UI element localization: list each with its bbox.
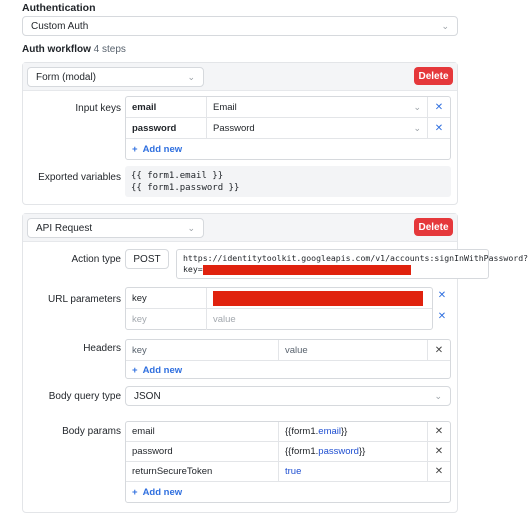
add-new-button[interactable] bbox=[126, 482, 182, 502]
param-key-cell[interactable]: key bbox=[126, 288, 207, 308]
body-key-cell[interactable]: email bbox=[126, 422, 279, 441]
body-params-table bbox=[125, 421, 451, 503]
redacted-api-key bbox=[203, 265, 411, 275]
exported-variables-label: Exported variables bbox=[38, 172, 121, 183]
table-row bbox=[126, 97, 450, 118]
template-reference: true bbox=[285, 466, 302, 477]
headers-table bbox=[125, 339, 451, 379]
add-row bbox=[126, 482, 450, 502]
table-row bbox=[126, 422, 450, 442]
table-row bbox=[126, 340, 450, 361]
url-line bbox=[183, 264, 482, 275]
add-row bbox=[126, 361, 450, 379]
template-reference: email bbox=[318, 426, 341, 437]
step-type-select[interactable] bbox=[27, 218, 204, 238]
body-key-cell[interactable]: password bbox=[126, 442, 279, 461]
redacted-param-value bbox=[213, 291, 423, 306]
delete-step-button[interactable]: Delete bbox=[414, 67, 453, 85]
close-icon[interactable]: ✕ bbox=[437, 290, 447, 301]
add-row bbox=[126, 139, 450, 159]
input-value: Password bbox=[213, 122, 255, 134]
input-keys-table bbox=[125, 96, 451, 160]
add-new-button[interactable] bbox=[126, 139, 182, 159]
table-row bbox=[126, 462, 450, 482]
exported-variable: {{ form1.password }} bbox=[131, 183, 240, 193]
workflow-step-form bbox=[22, 62, 458, 205]
header-value-placeholder[interactable]: value bbox=[279, 340, 428, 360]
template-prefix: {{form1. bbox=[285, 446, 319, 457]
plus-icon: + bbox=[132, 486, 138, 498]
body-query-type-label: Body query type bbox=[48, 391, 121, 402]
close-icon[interactable]: ✕ bbox=[434, 101, 444, 113]
input-key-cell[interactable]: password bbox=[126, 118, 207, 138]
close-icon[interactable]: ✕ bbox=[434, 446, 444, 457]
auth-workflow-title: Auth workflow bbox=[22, 44, 91, 55]
body-query-type-value: JSON bbox=[134, 390, 161, 402]
input-keys-label: Input keys bbox=[75, 103, 121, 114]
template-reference: password bbox=[318, 446, 359, 457]
close-icon[interactable]: ✕ bbox=[437, 311, 447, 322]
exported-variables-box bbox=[125, 166, 451, 197]
http-method-select[interactable]: POST bbox=[125, 249, 169, 269]
add-new-label: Add new bbox=[142, 364, 183, 376]
url-key-prefix: key= bbox=[183, 264, 203, 274]
headers-label: Headers bbox=[83, 343, 121, 354]
table-row bbox=[126, 442, 450, 462]
input-value-select[interactable] bbox=[207, 118, 428, 138]
step-type-value: API Request bbox=[36, 222, 93, 234]
authentication-title: Authentication bbox=[22, 2, 96, 14]
step-type-value: Form (modal) bbox=[36, 71, 97, 83]
chevron-down-icon: ⌄ bbox=[434, 390, 442, 401]
url-line: https://identitytoolkit.googleapis.com/v1/accounts:signInWithPassword? bbox=[183, 253, 528, 263]
add-new-label: Add new bbox=[142, 486, 183, 498]
auth-workflow-count: 4 steps bbox=[93, 44, 126, 55]
auth-workflow-label bbox=[22, 44, 126, 55]
input-key-cell[interactable]: email bbox=[126, 97, 207, 117]
close-icon[interactable]: ✕ bbox=[434, 466, 444, 477]
url-input[interactable] bbox=[176, 249, 528, 279]
template-suffix: }} bbox=[340, 426, 348, 437]
body-key-cell[interactable]: returnSecureToken bbox=[126, 462, 279, 481]
chevron-down-icon: ⌄ bbox=[413, 101, 421, 112]
chevron-down-icon: ⌄ bbox=[413, 122, 421, 133]
close-icon[interactable]: ✕ bbox=[434, 344, 444, 356]
template-suffix: }} bbox=[358, 446, 366, 457]
url-parameters-label: URL parameters bbox=[48, 294, 121, 305]
body-params-label: Body params bbox=[62, 426, 121, 437]
plus-icon: + bbox=[132, 364, 138, 376]
table-row bbox=[126, 288, 432, 309]
table-row bbox=[126, 309, 432, 330]
chevron-down-icon: ⌄ bbox=[187, 222, 195, 233]
chevron-down-icon: ⌄ bbox=[187, 71, 195, 82]
close-icon[interactable]: ✕ bbox=[434, 426, 444, 437]
table-row bbox=[126, 118, 450, 139]
input-value-select[interactable] bbox=[207, 97, 428, 117]
delete-step-button[interactable]: Delete bbox=[414, 218, 453, 236]
add-new-label: Add new bbox=[142, 143, 183, 155]
url-parameters-table bbox=[125, 287, 433, 330]
body-value-cell[interactable] bbox=[279, 442, 428, 461]
plus-icon: + bbox=[132, 143, 138, 155]
template-prefix: {{form1. bbox=[285, 426, 319, 437]
input-value: Email bbox=[213, 101, 237, 113]
step-type-select[interactable] bbox=[27, 67, 204, 87]
auth-type-value: Custom Auth bbox=[31, 20, 89, 32]
action-type-label: Action type bbox=[71, 254, 121, 265]
param-value-cell[interactable] bbox=[207, 288, 432, 308]
close-icon[interactable]: ✕ bbox=[434, 122, 444, 134]
header-key-placeholder[interactable]: key bbox=[126, 340, 279, 360]
add-new-button[interactable] bbox=[126, 361, 182, 379]
workflow-step-api-request bbox=[22, 213, 528, 513]
body-value-cell[interactable] bbox=[279, 462, 428, 481]
auth-type-select[interactable] bbox=[22, 16, 458, 36]
body-query-type-select[interactable] bbox=[125, 386, 451, 406]
param-key-placeholder[interactable]: key bbox=[126, 309, 207, 330]
chevron-down-icon: ⌄ bbox=[441, 20, 449, 31]
body-value-cell[interactable] bbox=[279, 422, 428, 441]
exported-variable: {{ form1.email }} bbox=[131, 171, 224, 181]
param-value-placeholder[interactable]: value bbox=[213, 314, 236, 325]
